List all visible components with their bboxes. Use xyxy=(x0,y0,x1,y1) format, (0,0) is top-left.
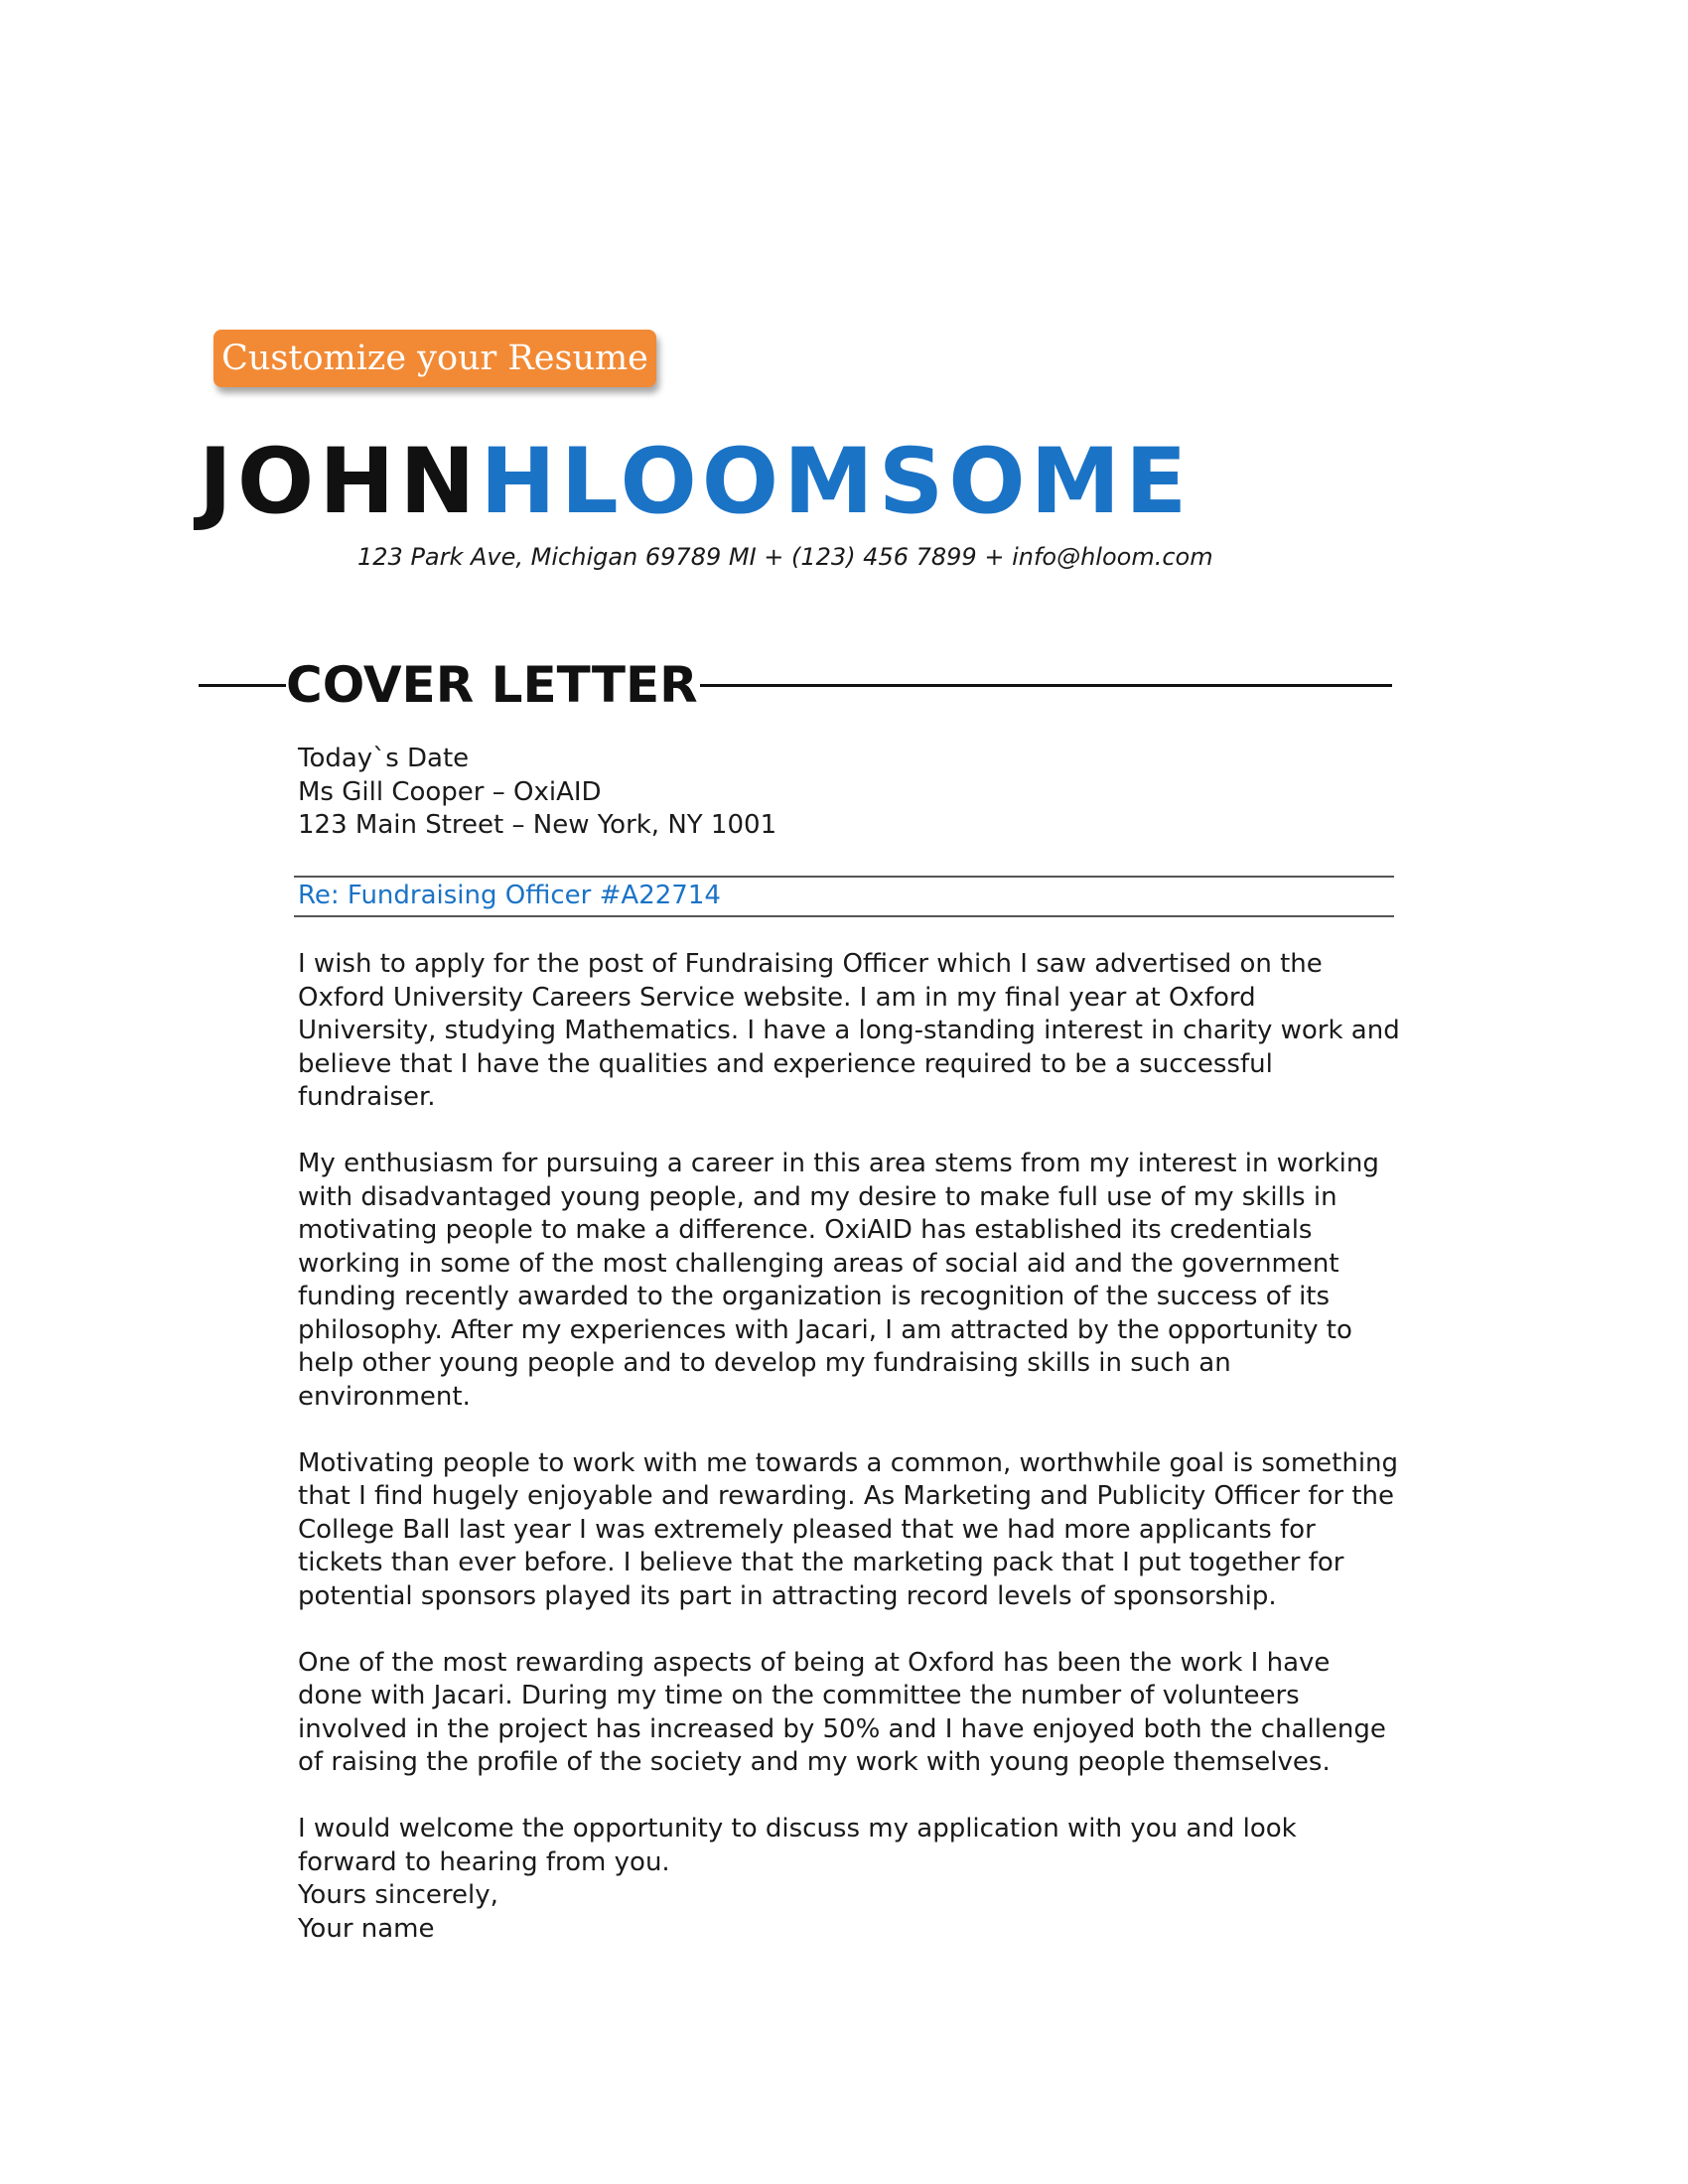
customize-resume-button[interactable]: Customize your Resume xyxy=(213,330,656,387)
letter-date: Today`s Date xyxy=(298,744,470,773)
letter-body xyxy=(298,948,1400,1913)
section-title: COVER LETTER xyxy=(286,656,698,714)
recipient-name: Ms Gill Cooper – OxiAID xyxy=(298,776,602,807)
closing-block xyxy=(298,1879,1400,1946)
paragraph-4: One of the most rewarding aspects of being at Oxford has been the work I have done with Jacari. During my time on the committee the number of volunteers involved in the project has increased by 50% and I have enjoyed both the challenge of raising the profile of the society and my work with young people themselves. xyxy=(298,1647,1386,1777)
paragraph-1: I wish to apply for the post of Fundraising Officer which I saw advertised on the Oxford University Careers Service website. I am in my final year at Oxford University, studying Mathematics. I have a long-standing interest in charity work and believe that I have the qualities and experience required to be a successful fundraiser. xyxy=(298,949,1400,1112)
paragraph-5: I would welcome the opportunity to discuss my application with you and look forward to hearing from you. xyxy=(298,1814,1297,1877)
signature-name: Your name xyxy=(298,1913,435,1944)
heading-rule-right xyxy=(700,684,1392,687)
paragraph-2: My enthusiasm for pursuing a career in this area stems from my interest in working with disadvantaged young people, and my desire to make full use of my skills in motivating people to make a difference. OxiAID has established its credentials working in some of the most challenging areas of social aid and the government funding recently awarded to the organization is recognition of the success of its philosophy. After my experiences with Jacari, I am attracted by the opportunity to help other young people and to develop my fundraising skills in such an environment. xyxy=(298,1149,1379,1412)
recipient-address: 123 Main Street – New York, NY 1001 xyxy=(298,810,777,840)
heading-rule-left xyxy=(199,684,286,687)
cover-letter-heading xyxy=(199,651,1392,719)
last-name: HLOOMSOME xyxy=(480,430,1193,534)
contact-info: 123 Park Ave, Michigan 69789 MI + (123) 456 7899 + info@hloom.com xyxy=(357,543,1213,571)
first-name: JOHN xyxy=(199,430,481,534)
closing-salutation: Yours sincerely, xyxy=(298,1880,498,1910)
recipient-block xyxy=(298,743,1400,843)
applicant-name xyxy=(199,430,1192,534)
subject-line xyxy=(294,876,1394,917)
subject-text: Re: Fundraising Officer #A22714 xyxy=(298,881,721,910)
paragraph-3: Motivating people to work with me towards a common, worthwhile goal is something that I find hugely enjoyable and rewarding. As Marketing and Publicity Officer for the College Ball last year I was extremely pleased that we had more applicants for tickets than ever before. I believe that the marketing pack that I put together for potential sponsors played its part in attracting record levels of sponsorship. xyxy=(298,1447,1399,1611)
